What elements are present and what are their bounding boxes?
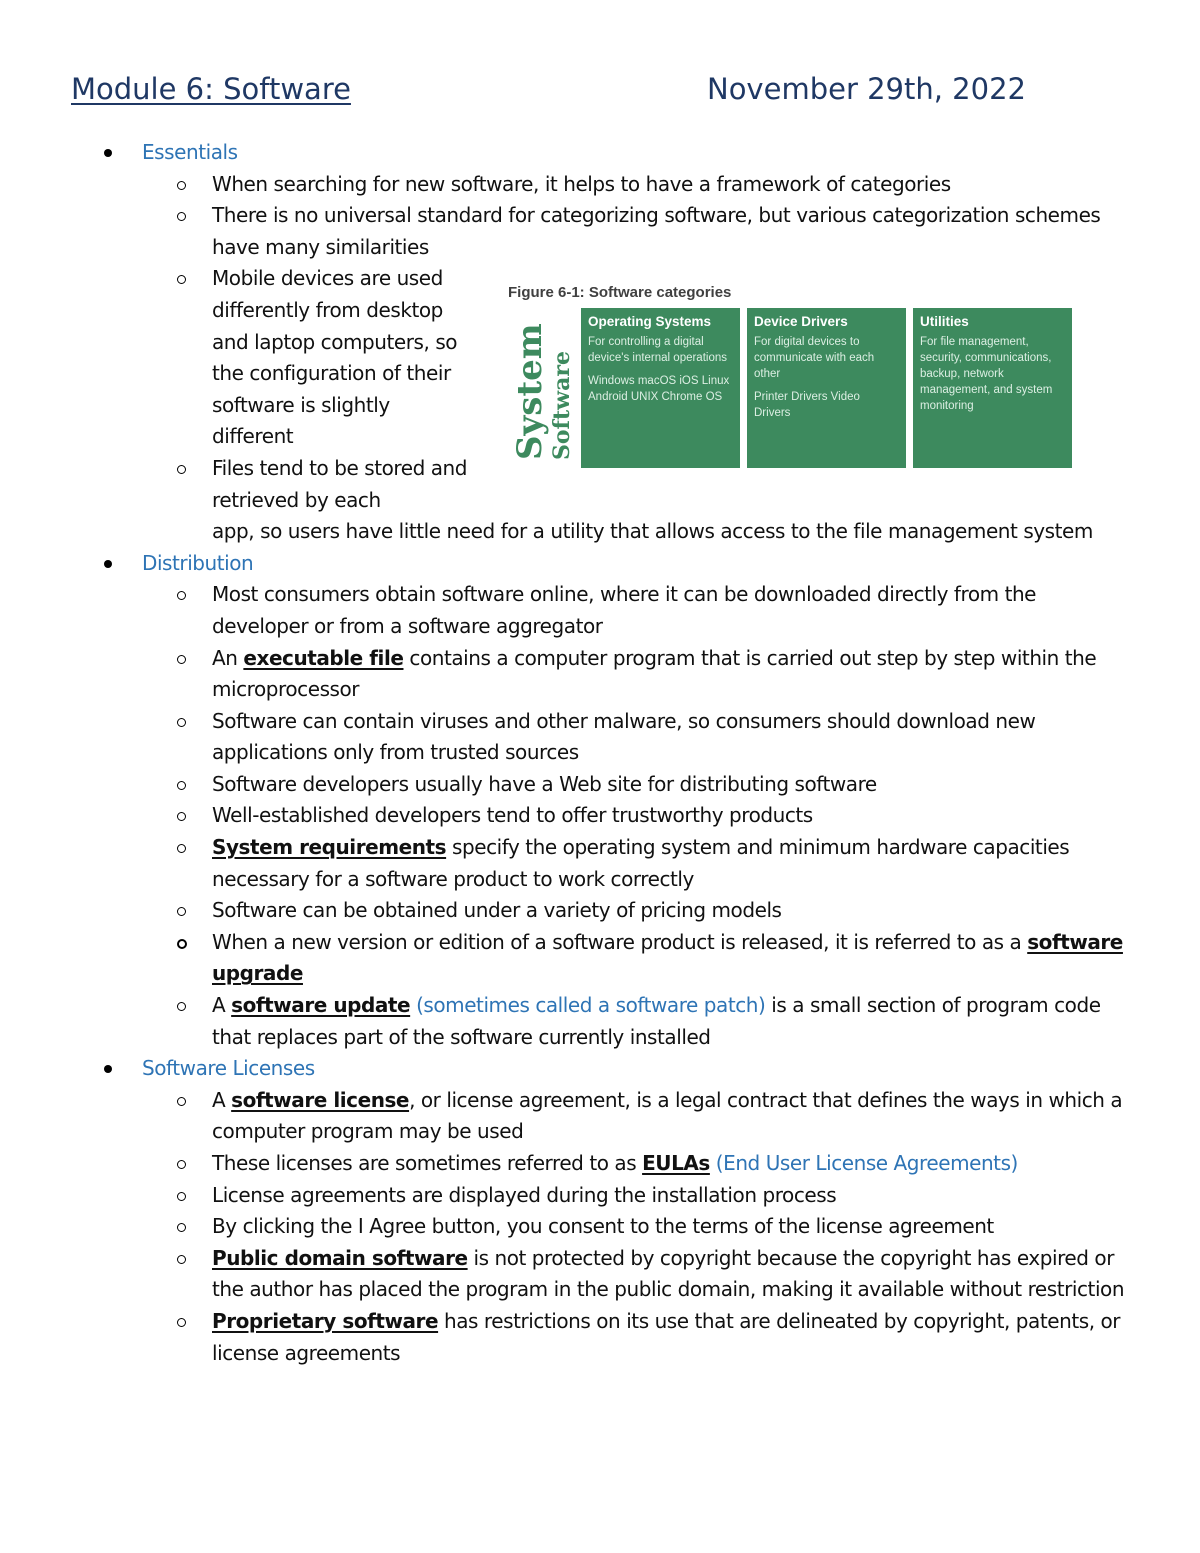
category-title: Operating Systems — [588, 314, 712, 329]
list-item: When searching for new software, it helps to have a framework of categories — [0, 169, 1200, 201]
list-item: When a new version or edition of a software product is released, it is referred to as a software upgrade — [0, 927, 1200, 990]
circle-bullet-icon — [177, 465, 186, 474]
term-executable-file: executable file — [243, 645, 404, 670]
list-item: A software update (sometimes called a software patch) is a small section of program code that replaces part of the software currently installed — [0, 990, 1200, 1053]
circle-bullet-icon — [177, 1002, 186, 1011]
page-date: November 29th, 2022 — [707, 72, 1026, 106]
category-description: For digital devices to communicate with each other — [754, 336, 875, 380]
term-public-domain-software: Public domain software — [212, 1245, 468, 1270]
circle-bullet-icon — [177, 939, 187, 949]
circle-bullet-icon — [177, 655, 186, 664]
circle-bullet-icon — [177, 844, 186, 853]
section-heading-essentials: Essentials — [0, 137, 1200, 169]
category-examples: Printer Drivers Video Drivers — [754, 391, 860, 419]
figure-caption: Figure 6-1: Software categories — [508, 284, 732, 301]
category-box-operating-systems — [581, 308, 740, 468]
list-item: By clicking the I Agree button, you consent to the terms of the license agreement — [0, 1211, 1200, 1243]
term-proprietary-software: Proprietary software — [212, 1308, 439, 1333]
circle-bullet-icon — [177, 275, 186, 284]
circle-bullet-icon — [177, 1318, 186, 1327]
circle-bullet-icon — [177, 812, 186, 821]
section-heading-software-licenses: Software Licenses — [0, 1053, 1200, 1085]
circle-bullet-icon — [177, 781, 186, 790]
term-eulas: EULAs — [642, 1151, 710, 1175]
bullet-icon — [104, 149, 112, 157]
category-description: For file management, security, communications, backup, network management, and system monitoring — [920, 336, 1053, 412]
list-item: License agreements are displayed during the installation process — [0, 1180, 1200, 1212]
list-item: There is no universal standard for categorizing software, but various categorization schemes have many similarities — [0, 200, 1200, 263]
category-box-device-drivers — [747, 308, 906, 468]
list-item: Most consumers obtain software online, where it can be downloaded directly from the developer or from a software aggregator — [0, 579, 1200, 642]
term-note: (End User License Agreements) — [709, 1151, 1018, 1175]
list-item: Software can contain viruses and other malware, so consumers should download new applications only from trusted sources — [0, 706, 1200, 769]
term-software-license: software license — [231, 1087, 410, 1112]
category-title: Utilities — [920, 314, 969, 329]
software-categories-figure — [505, 282, 1075, 472]
list-item: Mobile devices are used differently from desktop and laptop computers, so the configuration of their software is slightly different — [0, 263, 1200, 453]
list-item: Public domain software is not protected by copyright because the copyright has expired or the author has placed the program in the public domain, making it available without restriction — [0, 1243, 1200, 1306]
list-item: A software license, or license agreement, is a legal contract that defines the ways in which a computer program may be used — [0, 1085, 1200, 1148]
circle-bullet-icon — [177, 591, 186, 600]
circle-bullet-icon — [177, 718, 186, 727]
circle-bullet-icon — [177, 1160, 186, 1169]
page-title: Module 6: Software — [71, 72, 351, 106]
list-item: System requirements specify the operating system and minimum hardware capacities necessary for a software product to work correctly — [0, 832, 1200, 895]
term-note: (sometimes called a software patch) — [410, 993, 766, 1018]
side-label-system: System — [510, 323, 550, 460]
list-item: An executable file contains a computer program that is carried out step by step within the microprocessor — [0, 643, 1200, 706]
list-item: Proprietary software has restrictions on its use that are delineated by copyright, patents, or license agreements — [0, 1306, 1200, 1369]
term-software-update: software update — [231, 993, 411, 1018]
list-item: These licenses are sometimes referred to as EULAs (End User License Agreements) — [0, 1148, 1200, 1180]
bullet-icon — [104, 1065, 112, 1073]
list-item: Software developers usually have a Web site for distributing software — [0, 769, 1200, 801]
category-description: For controlling a digital device's internal operations — [588, 336, 727, 364]
term-system-requirements: System requirements — [212, 835, 447, 860]
circle-bullet-icon — [177, 212, 186, 221]
system-software-label — [505, 310, 577, 470]
circle-bullet-icon — [177, 1097, 186, 1106]
term-software-upgrade: software upgrade — [212, 929, 1123, 986]
circle-bullet-icon — [177, 1255, 186, 1264]
circle-bullet-icon — [177, 1223, 186, 1232]
list-item: Software can be obtained under a variety of pricing models — [0, 895, 1200, 927]
circle-bullet-icon — [177, 181, 186, 190]
side-label-software: Software — [549, 351, 575, 460]
list-item: Files tend to be stored and retrieved by each app, so users have little need for a utility that allows access to the file management system — [0, 453, 1200, 548]
section-heading-distribution: Distribution — [0, 548, 1200, 580]
category-title: Device Drivers — [754, 314, 848, 329]
category-examples: Windows macOS iOS Linux Android UNIX Chrome OS — [588, 375, 730, 403]
circle-bullet-icon — [177, 1192, 186, 1201]
category-box-utilities — [913, 308, 1072, 468]
page-header — [71, 72, 1051, 112]
list-item: Well-established developers tend to offer trustworthy products — [0, 800, 1200, 832]
circle-bullet-icon — [177, 907, 186, 916]
bullet-icon — [104, 560, 112, 568]
